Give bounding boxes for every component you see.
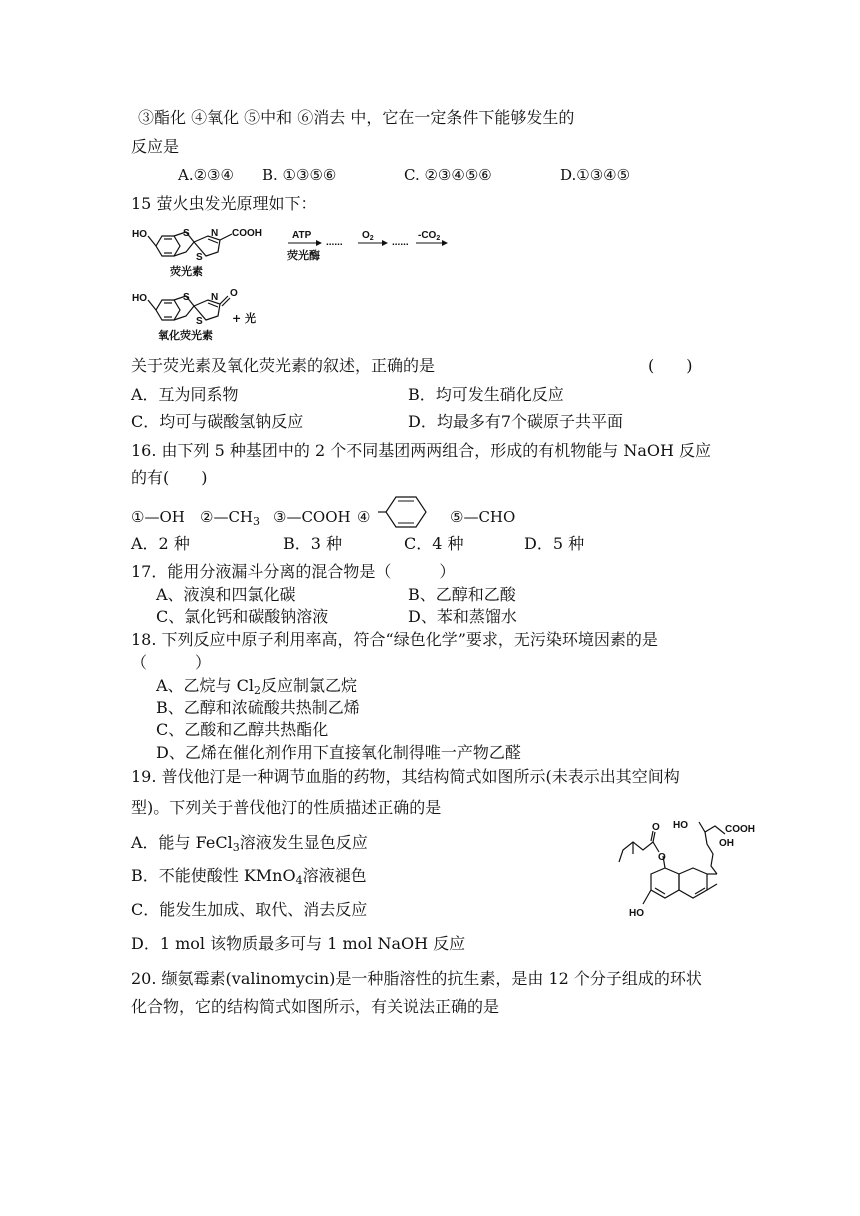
q16-option-d: D．5 种 [524, 534, 585, 553]
luciferin-s2-label: S [196, 252, 203, 263]
luciferin-n-label: N [211, 228, 219, 239]
q14-option-d: D.①③④⑤ [560, 166, 631, 184]
pravastatin-oh: OH [719, 838, 734, 849]
luciferin-s-label: S [183, 228, 190, 239]
pravastatin-cooh: COOH [725, 824, 755, 835]
q16-group-1: ①—OH [131, 508, 185, 526]
dots-2: ...... [392, 237, 409, 248]
pravastatin-ho-bottom: HO [629, 908, 644, 919]
benzene-ring-icon [378, 493, 434, 529]
q18-stem: 18. 下列反应中原子利用率高，符合“绿色化学”要求，无污染环境因素的是 [131, 630, 658, 649]
luciferin-name: 荧光素 [170, 265, 203, 278]
q19-stem-2: 型)。下列关于普伐他汀的性质描述正确的是 [131, 798, 442, 817]
q18-answer-paren: （ ） [131, 653, 212, 672]
q14-stem-line2: 反应是 [131, 137, 180, 156]
q17-option-c: C、氯化钙和碳酸钠溶液 [156, 607, 329, 626]
oxyluciferin-s-label: S [183, 292, 190, 303]
q15-question: 关于荧光素及氧化荧光素的叙述，正确的是 [131, 356, 436, 375]
q15-option-c: C．均可与碳酸氢钠反应 [131, 412, 304, 431]
q14-option-c: C. ②③④⑤⑥ [404, 166, 492, 184]
luciferin-cooh-label: COOH [232, 228, 262, 239]
o2-label: $O_2$ [362, 230, 374, 242]
pravastatin-ester-o: O [658, 852, 666, 863]
q16-stem-1: 16. 由下列 5 种基团中的 2 个不同基团两两组合，形成的有机物能与 NaOH 反应 [131, 441, 712, 460]
q15-option-b: B．均可发生硝化反应 [408, 385, 564, 404]
q15-option-d: D．均最多有7个碳原子共平面 [408, 412, 624, 431]
q14-option-b: B. ①③⑤⑥ [262, 166, 337, 184]
q16-group-3: ③—COOH [273, 508, 351, 526]
pravastatin-ho-top: HO [673, 820, 688, 831]
q16-group-2: $②—CH_3$ [200, 508, 261, 528]
q16-group-5: ⑤—CHO [450, 508, 516, 526]
pravastatin-carbonyl-o: O [652, 822, 660, 833]
q17-option-b: B、乙醇和乙酸 [408, 585, 516, 604]
enzyme-label: 荧光酶 [287, 249, 320, 262]
q18-option-d: D、乙烯在催化剂作用下直接氧化制得唯一产物乙醛 [156, 743, 521, 762]
oxyluciferin-n-label: N [211, 292, 219, 303]
q14-stem-line: ③酯化 ④氧化 ⑤中和 ⑥消去 中，它在一定条件下能够发生的 [138, 108, 575, 127]
q18-option-c: C、乙酸和乙醇共热酯化 [156, 720, 329, 739]
light-label: + 光 [232, 312, 257, 325]
oxyluciferin-name: 氧化荧光素 [158, 329, 213, 342]
q18-option-a: A、乙烷与 $Cl_2$反应制氯乙烷 [156, 676, 358, 697]
q15-stem: 15 萤火虫发光原理如下： [131, 194, 317, 213]
q17-option-d: D、苯和蒸馏水 [408, 607, 517, 626]
q16-option-a: A．2 种 [131, 534, 190, 553]
q14-option-a: A.②③④ [178, 166, 234, 184]
q18-option-b: B、乙醇和浓硫酸共热制乙烯 [156, 698, 360, 717]
dots-1: ...... [326, 237, 343, 248]
q16-stem-2: 的有( ) [131, 468, 208, 487]
oxyluciferin-s2-label: S [196, 316, 203, 327]
luciferin-structure [148, 232, 232, 256]
q19-option-c: C．能发生加成、取代、消去反应 [131, 900, 368, 919]
pravastatin-structure [615, 812, 763, 924]
q16-group-4: ④ [357, 508, 371, 526]
co2-label: $-CO_2$ [418, 230, 441, 242]
luciferin-reaction-figure [128, 222, 458, 347]
q15-answer-paren: ( ) [648, 356, 693, 375]
q19-option-b: B．不能使酸性 KMnO$_4$溶液褪色 [131, 866, 367, 887]
atp-label: ATP [292, 230, 312, 241]
oxyluciferin-ho-label: HO [132, 293, 147, 304]
q15-option-a: A．互为同系物 [131, 385, 239, 404]
q17-stem: 17．能用分液漏斗分离的混合物是（ ） [131, 562, 456, 581]
luciferin-ho-label: HO [132, 229, 147, 240]
q16-option-c: C．4 种 [404, 534, 464, 553]
q16-option-b: B．3 种 [283, 534, 343, 553]
oxyluciferin-o-label: O [230, 288, 238, 299]
q20-stem-2: 化合物，它的结构简式如图所示，有关说法正确的是 [131, 997, 500, 1016]
q19-option-a: A．能与 FeCl$_3$溶液发生显色反应 [131, 833, 368, 854]
q19-stem-1: 19. 普伐他汀是一种调节血脂的药物，其结构简式如图所示(未表示出其空间构 [131, 767, 680, 786]
q20-stem-1: 20. 缬氨霉素(valinomycin)是一种脂溶性的抗生素，是由 12 个分子组成的环状 [131, 969, 702, 988]
q19-option-d: D．1 mol 该物质最多可与 1 mol NaOH 反应 [131, 934, 466, 953]
q17-option-a: A、液溴和四氯化碳 [156, 585, 296, 604]
